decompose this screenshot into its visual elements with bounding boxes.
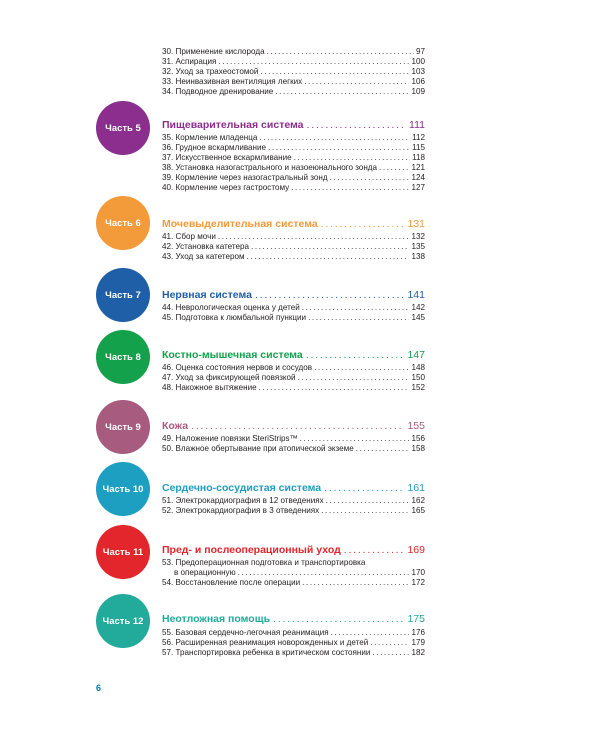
toc-entry[interactable] — [162, 173, 425, 183]
entry-page: 121 — [411, 163, 425, 172]
toc-entry[interactable] — [162, 638, 425, 648]
part-badge-label: Часть 10 — [102, 483, 144, 495]
entry-title: 41. Сбор мочи — [162, 232, 216, 241]
part-title: Пищеварительная система — [162, 119, 304, 131]
entry-page: 172 — [411, 578, 425, 587]
entry-page: 106 — [411, 77, 425, 86]
toc-entry[interactable] — [162, 252, 425, 262]
entry-title: 33. Неинвазивная вентиляция легких — [162, 77, 303, 86]
part-page: 155 — [407, 420, 425, 432]
entry-page: 142 — [411, 303, 425, 312]
dot-leader — [379, 163, 409, 173]
entry-page: 148 — [411, 363, 425, 372]
dot-leader — [306, 349, 405, 362]
part-badge-label: Часть 9 — [105, 421, 141, 433]
part-heading[interactable] — [162, 544, 425, 557]
dot-leader — [324, 482, 404, 495]
entry-title: 45. Подготовка к люмбальной пункции — [162, 313, 307, 322]
entry-page: 112 — [412, 133, 425, 142]
toc-entry[interactable] — [162, 232, 425, 242]
entry-title: 50. Влажное обертывание при атопической экземе — [162, 444, 354, 453]
entry-title: 47. Уход за фиксирующей повязкой — [162, 373, 296, 382]
part-badge — [96, 594, 150, 648]
part-page: 141 — [407, 289, 425, 301]
part-heading[interactable] — [162, 218, 425, 231]
entry-title: 48. Накожное вытяжение — [162, 383, 257, 392]
toc-entry-continued[interactable] — [162, 568, 425, 578]
toc-entry[interactable] — [162, 496, 425, 506]
entry-page: 124 — [411, 173, 425, 182]
part-page: 169 — [407, 544, 425, 556]
entry-title: 30. Применение кислорода — [162, 47, 265, 56]
entry-title: 57. Транспортировка ребенка в критическом состоянии — [162, 648, 371, 657]
toc-entry[interactable] — [162, 383, 425, 393]
entry-title: 38. Установка назогастрального и назоеюнального зонда — [162, 163, 378, 172]
toc-entry[interactable] — [162, 373, 425, 383]
toc-entry[interactable] — [162, 363, 425, 373]
entry-page: 109 — [411, 87, 425, 96]
entry-title: 53. Предоперационная подготовка и транспортировка — [162, 558, 366, 567]
entry-page: 138 — [411, 252, 425, 261]
part-title: Кожа — [162, 420, 189, 432]
part-page: 111 — [409, 119, 425, 131]
dot-leader — [304, 77, 409, 87]
entry-page: 115 — [412, 143, 425, 152]
toc-entry[interactable] — [162, 133, 425, 143]
dot-leader — [294, 153, 410, 163]
entry-title: 39. Кормление через назогастральный зонд — [162, 173, 328, 182]
entry-title-continued: в операционную — [174, 568, 236, 577]
dot-leader — [321, 506, 409, 516]
entry-page: 158 — [411, 444, 425, 453]
toc-entry[interactable] — [162, 163, 425, 173]
dot-leader — [259, 383, 410, 393]
entry-page: 150 — [411, 373, 425, 382]
entry-page: 132 — [411, 232, 425, 241]
page-number: 6 — [96, 683, 102, 693]
part-title: Неотложная помощь — [162, 613, 271, 625]
dot-leader — [275, 87, 409, 97]
dot-leader — [218, 57, 409, 67]
entry-page: 156 — [411, 434, 425, 443]
part-page: 175 — [407, 613, 425, 625]
entry-title: 55. Базовая сердечно-легочная реанимация — [162, 628, 329, 637]
part-heading[interactable] — [162, 613, 425, 626]
part-heading[interactable] — [162, 119, 425, 132]
dot-leader — [331, 628, 410, 638]
dot-leader — [267, 47, 414, 57]
part-title: Сердечно-сосудистая система — [162, 482, 322, 494]
entry-page: 127 — [411, 183, 425, 192]
entry-page: 152 — [411, 383, 425, 392]
toc-entry[interactable] — [162, 578, 425, 588]
entry-title: 46. Оценка состояния нервов и сосудов — [162, 363, 313, 372]
toc-entry[interactable] — [162, 47, 425, 57]
part-badge-label: Часть 11 — [102, 546, 144, 558]
dot-leader — [251, 242, 409, 252]
entry-page: 162 — [411, 496, 425, 505]
entry-page: 100 — [411, 57, 425, 66]
dot-leader — [302, 303, 410, 313]
part-title: Нервная система — [162, 289, 252, 301]
part-page: 147 — [407, 349, 425, 361]
toc-entry[interactable] — [162, 303, 425, 313]
entry-page: 176 — [411, 628, 425, 637]
dot-leader — [260, 67, 409, 77]
entry-title: 43. Уход за катетером — [162, 252, 245, 261]
entry-page: 170 — [411, 568, 425, 577]
toc-entry[interactable] — [162, 506, 425, 516]
toc-entry[interactable] — [162, 57, 425, 67]
entry-title: 44. Неврологическая оценка у детей — [162, 303, 300, 312]
toc-entry[interactable] — [162, 183, 425, 193]
dot-leader — [247, 252, 410, 262]
part-badge-label: Часть 7 — [105, 289, 141, 301]
dot-leader — [291, 183, 409, 193]
entry-title: 40. Кормление через гастростому — [162, 183, 290, 192]
dot-leader — [302, 578, 409, 588]
part-badge-label: Часть 6 — [105, 217, 141, 229]
entry-page: 97 — [415, 47, 425, 56]
entry-title: 54. Восстановление после операции — [162, 578, 301, 587]
part-title: Пред- и послеоперационный уход — [162, 544, 341, 556]
entry-page: 165 — [411, 506, 425, 515]
part-title: Мочевыделительная система — [162, 218, 318, 230]
entry-page: 179 — [411, 638, 425, 647]
entry-title: 37. Искусственное вскармливание — [162, 153, 292, 162]
entry-title: 51. Электрокардиография в 12 отведениях — [162, 496, 324, 505]
dot-leader — [326, 496, 410, 506]
dot-leader — [321, 218, 405, 231]
dot-leader — [218, 232, 410, 242]
toc-entry[interactable] — [162, 87, 425, 97]
entry-page: 135 — [411, 242, 425, 251]
part-badge — [96, 462, 150, 516]
dot-leader — [330, 173, 410, 183]
dot-leader — [273, 613, 404, 626]
toc-entry[interactable] — [162, 67, 425, 77]
dot-leader — [308, 313, 409, 323]
entry-title: 56. Расширенная реанимация новорожденных и детей — [162, 638, 369, 647]
entry-page: 118 — [412, 153, 425, 162]
toc-entry[interactable] — [162, 628, 425, 638]
toc-entry[interactable] — [162, 77, 425, 87]
dot-leader — [259, 133, 410, 143]
dot-leader — [314, 363, 409, 373]
entry-title: 31. Аспирация — [162, 57, 217, 66]
dot-leader — [372, 648, 409, 658]
entry-page: 145 — [411, 313, 425, 322]
entry-title: 36. Грудное вскармливание — [162, 143, 267, 152]
part-heading[interactable] — [162, 289, 425, 302]
part-badge — [96, 400, 150, 454]
dot-leader — [356, 444, 410, 454]
part-badge — [96, 268, 150, 322]
toc-entry[interactable] — [162, 444, 425, 454]
entry-title: 49. Наложение повязки SteriStrips™ — [162, 434, 298, 443]
entry-page: 103 — [411, 67, 425, 76]
part-page: 131 — [407, 218, 425, 230]
dot-leader — [370, 638, 409, 648]
dot-leader — [307, 119, 407, 132]
dot-leader — [268, 143, 410, 153]
part-badge — [96, 330, 150, 384]
entry-title: 32. Уход за трахеостомой — [162, 67, 259, 76]
dot-leader — [344, 544, 405, 557]
part-heading[interactable] — [162, 349, 425, 362]
part-badge — [96, 525, 150, 579]
part-heading[interactable] — [162, 420, 425, 433]
part-page: 161 — [407, 482, 425, 494]
entry-title: 34. Подводное дренирование — [162, 87, 274, 96]
part-badge-label: Часть 5 — [105, 122, 141, 134]
toc-entry[interactable] — [162, 648, 425, 658]
toc-entry[interactable] — [162, 143, 425, 153]
entry-title: 35. Кормление младенца — [162, 133, 258, 142]
part-heading[interactable] — [162, 482, 425, 495]
entry-title: 52. Электрокардиография в 3 отведениях — [162, 506, 320, 515]
part-badge — [96, 196, 150, 250]
toc-entry[interactable] — [162, 434, 425, 444]
entry-page: 182 — [411, 648, 425, 657]
dot-leader — [191, 420, 404, 433]
toc-entry[interactable] — [162, 153, 425, 163]
part-badge — [96, 101, 150, 155]
part-badge-label: Часть 12 — [102, 615, 144, 627]
part-title: Костно-мышечная система — [162, 349, 303, 361]
part-badge-label: Часть 8 — [105, 351, 141, 363]
toc-entry[interactable] — [162, 242, 425, 252]
toc-entry[interactable] — [162, 558, 425, 568]
toc-entry[interactable] — [162, 313, 425, 323]
dot-leader — [238, 568, 410, 578]
dot-leader — [298, 373, 410, 383]
dot-leader — [255, 289, 405, 302]
dot-leader — [300, 434, 410, 444]
entry-title: 42. Установка катетера — [162, 242, 250, 251]
